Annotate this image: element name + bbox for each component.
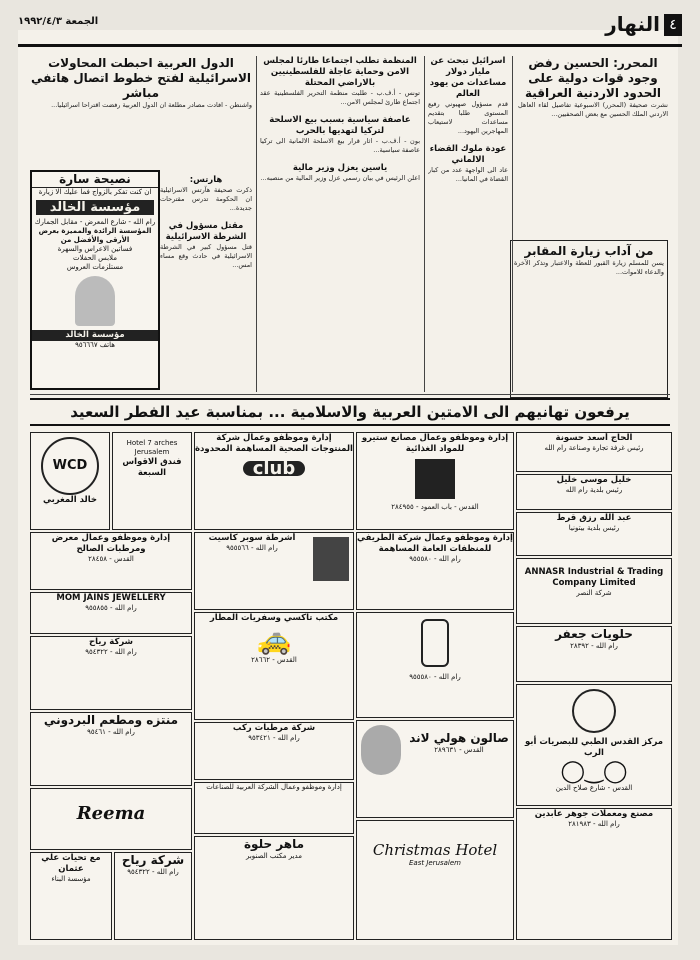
- ad-name: Christmas Hotel: [372, 841, 498, 859]
- ad-sub: رام الله - ٩٥٤٣٢٢: [85, 648, 137, 656]
- article-column: [260, 56, 420, 386]
- article-column: [30, 56, 252, 166]
- ad-taxi: [194, 612, 354, 720]
- ad-name: أشرطة سوبر كاسيت: [208, 533, 296, 543]
- article-column: [510, 240, 668, 398]
- ad-qort: [516, 512, 672, 556]
- wcd-logo-icon: WCD: [41, 437, 99, 495]
- article-column: [160, 175, 252, 385]
- ad-sub: القدس - باب العمود - ٢٨٤٩٥٥: [391, 503, 479, 511]
- ad-christmas-hotel: [356, 820, 514, 940]
- ad-name: إدارة وموظفو وعمال معرض ومرطبات الصالح: [51, 533, 171, 554]
- optics-logo-icon: [572, 689, 616, 733]
- glasses-icon: ◯‿◯: [560, 759, 628, 784]
- model-photo: [361, 725, 401, 775]
- ad-name: الحاج أسعد حسونة: [555, 433, 633, 443]
- ad-stero: [356, 432, 514, 530]
- ad-name: مكتب تاكسي وسفريات المطار: [209, 613, 339, 623]
- ad-sub: East Jerusalem: [408, 859, 462, 867]
- ad-sub: رئيس بلدية رام الله: [565, 486, 623, 494]
- ad-name: إدارة وموظفو وعمال مصانع ستيرو للمواد الغذائية: [361, 433, 509, 454]
- ad-sub: رام الله - ٩٥٤٦١: [87, 728, 135, 736]
- ad-sub: رام الله - ٢٨١٩٨٣: [568, 820, 620, 828]
- article-headline: اسرائيل تبحث عن مليار دولار مساعدات من يهود العالم: [429, 56, 507, 99]
- ad-name: MOM JAINS JEWELLERY: [56, 593, 166, 603]
- masthead: [18, 12, 682, 47]
- ad-line: رام الله - شارع المعرض - مقابل الجمارك: [34, 218, 156, 226]
- ad-computer: [30, 636, 192, 710]
- ad-tarifi: [356, 532, 514, 610]
- ad-name: مع تحيات علي عثمان: [41, 853, 101, 874]
- ad-sub: رام الله - ٢٨٣٩٢: [570, 642, 618, 650]
- ad-name: منتزه ومطعم البردوني: [43, 713, 179, 727]
- ad-sub: القدس - ٢٨٦٦٢: [251, 656, 297, 664]
- article-body: عاد الى الواجهة عدد من كبار القضاة في المانيا...: [428, 166, 508, 183]
- ad-seven-arches: [112, 432, 192, 530]
- ad-annasr: [516, 558, 672, 624]
- ad-saleh: [30, 532, 192, 590]
- ad-name: شركة مرطبات ركب: [232, 723, 316, 733]
- ad-sub: رام الله - ٩٥٣٤٢١: [248, 734, 300, 742]
- ad-jaafar: [516, 626, 672, 682]
- ad-riyah: [114, 852, 192, 940]
- article-body: نشرت صحيفة (المحرر) الاسبوعية تفاصيل لقاء العاهل الاردني الملك الحسين مع بعض الصحفيين...: [518, 101, 668, 118]
- ad-sub: رام الله - ٩٥٥٥٨٠: [409, 673, 461, 681]
- article-body: واشنطن - افادت مصادر مطلعة ان الدول العربية رفضت اقتراحا اسرائيليا...: [51, 101, 252, 109]
- ad-phone: هاتف ٩٥٦٦٦٧: [75, 341, 115, 349]
- ad-name: صالون هولي لاند: [409, 731, 509, 745]
- eid-greeting-banner: يرفعون تهانيهم الى الامتين العربية والاسلامية ... بمناسبة عيد الفطر السعيد: [30, 398, 670, 426]
- ad-name: حلويات جعفر: [555, 627, 633, 641]
- stero-logo-icon: [415, 459, 455, 499]
- ad-khalil: [516, 474, 672, 510]
- article-headline: هآرتس:: [189, 175, 223, 185]
- ad-jawhar: [516, 808, 672, 940]
- article-headline: ياسين يعزل وزير مالية: [292, 163, 388, 173]
- article-body: اعلن الرئيس في بيان رسمي عزل وزير المالية من منصبه...: [260, 174, 420, 182]
- ad-othman: [30, 852, 112, 940]
- ad-sub: رام الله - ٩٥٥٥٨٠: [409, 555, 461, 563]
- article-body: يسن للمسلم زيارة القبور للعظة والاعتبار وتذكر الآخرة والدعاء للاموات...: [514, 259, 664, 276]
- ad-line: المؤسسة الرائدة والمميزة بعرض الأرقى والأفضل من: [38, 227, 152, 244]
- ad-item: ملابس الحفلات: [73, 254, 117, 262]
- ad-name: خالد المغربي: [42, 495, 98, 505]
- ad-sub: Hotel 7 arches Jerusalem: [126, 439, 178, 456]
- ad-gaz: [356, 612, 514, 718]
- club-logo: club: [243, 461, 306, 476]
- ad-photo: [75, 276, 115, 326]
- ad-maher: [194, 836, 354, 940]
- ad-line: ان كنت تفكر بالزواج فما عليك الا زيارة: [38, 188, 152, 196]
- article-body: قتل مسؤول كبير في الشرطة الاسرائيلية في حادث وقع مساء امس...: [160, 243, 252, 269]
- article-body: تونس - أ.ف.ب - طلبت منظمة التحرير الفلسطينية عقد اجتماع طارئ لمجلس الامن...: [260, 89, 420, 106]
- ad-item: فساتين الاعراس والسهرة: [57, 245, 133, 253]
- ad-name: إدارة وموظفو وعمال شركة الطريفي للمنظفات العامة المساهمة: [357, 533, 513, 554]
- ad-khaled: [30, 170, 160, 390]
- ad-name: ANNASR Industrial & Trading Company Limited: [524, 567, 664, 588]
- gas-cylinder-icon: [421, 619, 449, 667]
- ad-name: شركة رياح: [121, 853, 185, 867]
- ad-wcd: [30, 432, 110, 530]
- ad-title: نصيحة سارة: [32, 172, 158, 188]
- page-number: ٤: [664, 14, 682, 36]
- ad-rakab: [194, 722, 354, 780]
- ad-sub: القدس - ٢٨٩٦٣١: [434, 746, 484, 754]
- ad-name: ماهر حلوة: [243, 837, 305, 851]
- article-headline: مقتل مسؤول في الشرطة الاسرائيلية: [165, 221, 247, 242]
- ad-optics: [516, 684, 672, 806]
- article-headline: المنظمة تطلب اجتماعا طارئا لمجلس الامن وحماية عاجلة للفلسطينيين بالاراضي المحتلة: [263, 56, 417, 88]
- ad-holyland: [356, 720, 514, 818]
- ad-name: إدارة وموظفو وعمال شركة المنتوجات الصحية المساهمة المحدودة: [195, 433, 353, 454]
- article-column: [428, 56, 508, 386]
- article-column: [518, 56, 668, 236]
- ad-club: [194, 432, 354, 530]
- ad-name: خليل موسى خليل: [556, 475, 632, 485]
- ad-name: شركة رياح: [88, 637, 134, 647]
- ad-item: مستلزمات العروس: [66, 263, 124, 271]
- ad-sub: رئيس بلدية بيتونيا: [568, 524, 620, 532]
- taxi-car-icon: 🚕: [256, 623, 292, 656]
- ad-hassouna: [516, 432, 672, 472]
- ad-mom-jains: [30, 592, 192, 634]
- ad-name: Reema: [76, 803, 146, 824]
- ad-reema-logo: [30, 788, 192, 850]
- ad-sub: مدير مكتب الصنوبر: [246, 852, 302, 860]
- ad-name: مركز القدس الطبي للبصريات أبو الرب: [524, 737, 664, 758]
- article-body: بون - أ.ف.ب - اثار قرار بيع الاسلحة الالمانية الى تركيا عاصفة سياسية...: [260, 137, 420, 154]
- article-headline: عاصفة سياسية بسبب بيع الاسلحة لتركيا لتهديها بالحرب: [269, 115, 411, 136]
- ad-sub: رام الله - ٩٥٥٥٦٦: [226, 544, 278, 552]
- ad-sub: رام الله - ٩٥٥٨٥٥: [85, 604, 137, 612]
- ad-sub: القدس - ٢٨٤٥٨: [88, 555, 134, 563]
- paper-name: النهار: [605, 12, 660, 36]
- cassette-photo: [313, 537, 349, 581]
- issue-date: الجمعة ١٩٩٢/٤/٣: [18, 16, 99, 27]
- ad-sub: رئيس غرفة تجارة وصناعة رام الله: [544, 444, 644, 452]
- ad-sub: القدس - شارع صلاح الدين: [555, 784, 633, 792]
- ad-reema: [194, 782, 354, 834]
- ad-name: فندق الاقواس السبعة: [122, 457, 182, 478]
- article-headline: الدول العربية احبطت المحاولات الاسرائيلية لفتح خطوط اتصال هاتفي مباشر: [30, 56, 252, 100]
- article-headline: من آداب زيارة المقابر: [524, 244, 654, 258]
- ad-sub: مؤسسة البناء: [51, 875, 91, 883]
- ad-sub: شركة النصر: [576, 589, 612, 597]
- ad-brand-bottom: مؤسسة الخالد: [32, 330, 158, 341]
- ad-bardouni: [30, 712, 192, 786]
- article-body: ذكرت صحيفة هآرتس الاسرائيلية ان الحكومة تدرس مقترحات جديدة...: [160, 186, 252, 212]
- ad-brand: مؤسسة الخالد: [36, 200, 154, 215]
- article-body: قدم مسؤول صهيوني رفيع المستوى طلبا بتقديم مساعدات لاستيعاب المهاجرين اليهود...: [428, 100, 508, 135]
- ad-name: مصنع ومعملات جوهر عابدين: [534, 809, 654, 819]
- ad-name: عبد الله رزق قرط: [556, 513, 632, 523]
- article-headline: عودة ملوك القضاء الالماني: [429, 144, 507, 165]
- ad-super-cassette: [194, 532, 354, 610]
- ad-sub: رام الله - ٩٥٤٣٢٢: [127, 868, 179, 876]
- article-headline: المحرر: الحسين رفض وجود قوات دولية على الحدود الاردنية العراقية: [525, 56, 661, 100]
- ad-sub: إدارة وموظفو وعمال الشركة العربية للصناعات: [206, 783, 342, 791]
